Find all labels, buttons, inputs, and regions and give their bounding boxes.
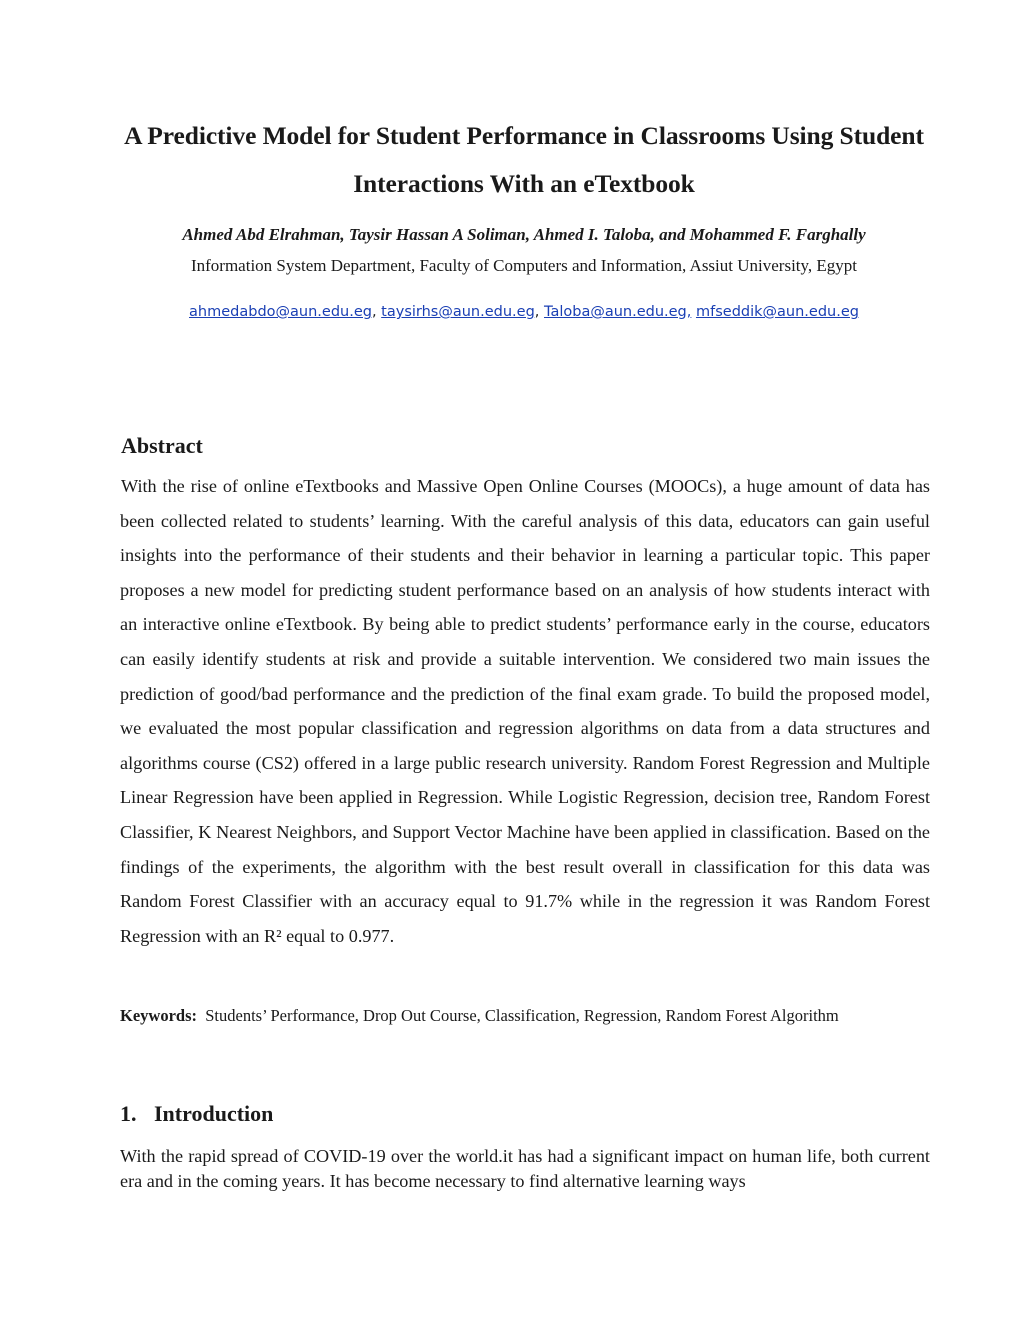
keywords-block <box>120 1004 882 1028</box>
section-title: Introduction <box>154 1101 274 1126</box>
author-emails <box>100 300 948 324</box>
introduction-heading <box>120 1098 273 1130</box>
email-separator: , <box>534 304 544 320</box>
email-separator: , <box>371 304 382 320</box>
email-link-taysirhs[interactable]: taysirhs@aun.edu.eg <box>381 304 535 320</box>
author-list: Ahmed Abd Elrahman, Taysir Hassan A Soliman, Ahmed I. Taloba, and Mohammed F. Farghally <box>182 225 866 244</box>
section-number: 1. <box>120 1101 137 1126</box>
email-link-taloba[interactable]: Taloba@aun.edu.eg, <box>544 304 692 320</box>
email-link-mfseddik[interactable]: mfseddik@aun.edu.eg <box>695 304 859 320</box>
affiliation: Information System Department, Faculty of Computers and Information, Assiut University, Egypt <box>190 256 858 275</box>
abstract-body: With the rise of online eTextbooks and Massive Open Online Courses (MOOCs), a huge amount of data has been collected related to students’ learning. With the careful analysis of this data, educators can gain useful insights into the performance of their students and their behavior in learning a particular topic. This paper proposes a new model for predicting student performance based on an analysis of how students interact with an interactive online eTextbook. By being able to predict students’ performance early in the course, educators can easily identify students at risk and provide a suitable intervention. We considered two main issues the prediction of good/bad performance and the prediction of the final exam grade. To build the proposed model, we evaluated the most popular classification and regression algorithms on data from a data structures and algorithms course (CS2) offered in a large public research university. Random Forest Regression and Multiple Linear Regression have been applied in Regression. While Logistic Regression, decision tree, Random Forest Classifier, K Nearest Neighbors, and Support Vector Machine have been applied in classification. Based on the findings of the experiments, the algorithm with the best result overall in classification for this data was Random Forest Classifier with an accuracy equal to 91.7% while in the regression it was Random Forest Regression with an R² equal to 0.977. <box>120 476 930 946</box>
paper-title: A Predictive Model for Student Performance in Classrooms Using Student Interactions With an eTextbook <box>124 121 924 198</box>
introduction-body: With the rapid spread of COVID-19 over the world.it has had a significant impact on human life, both current era and in the coming years. It has become necessary to find alternative learning ways <box>120 1146 930 1191</box>
abstract-heading: Abstract <box>121 433 203 458</box>
keywords-text: Students’ Performance, Drop Out Course, Classification, Regression, Random Forest Algorithm <box>205 1006 839 1025</box>
email-link-ahmedabdo[interactable]: ahmedabdo@aun.edu.eg <box>189 304 372 320</box>
keywords-label: Keywords: <box>120 1006 197 1025</box>
